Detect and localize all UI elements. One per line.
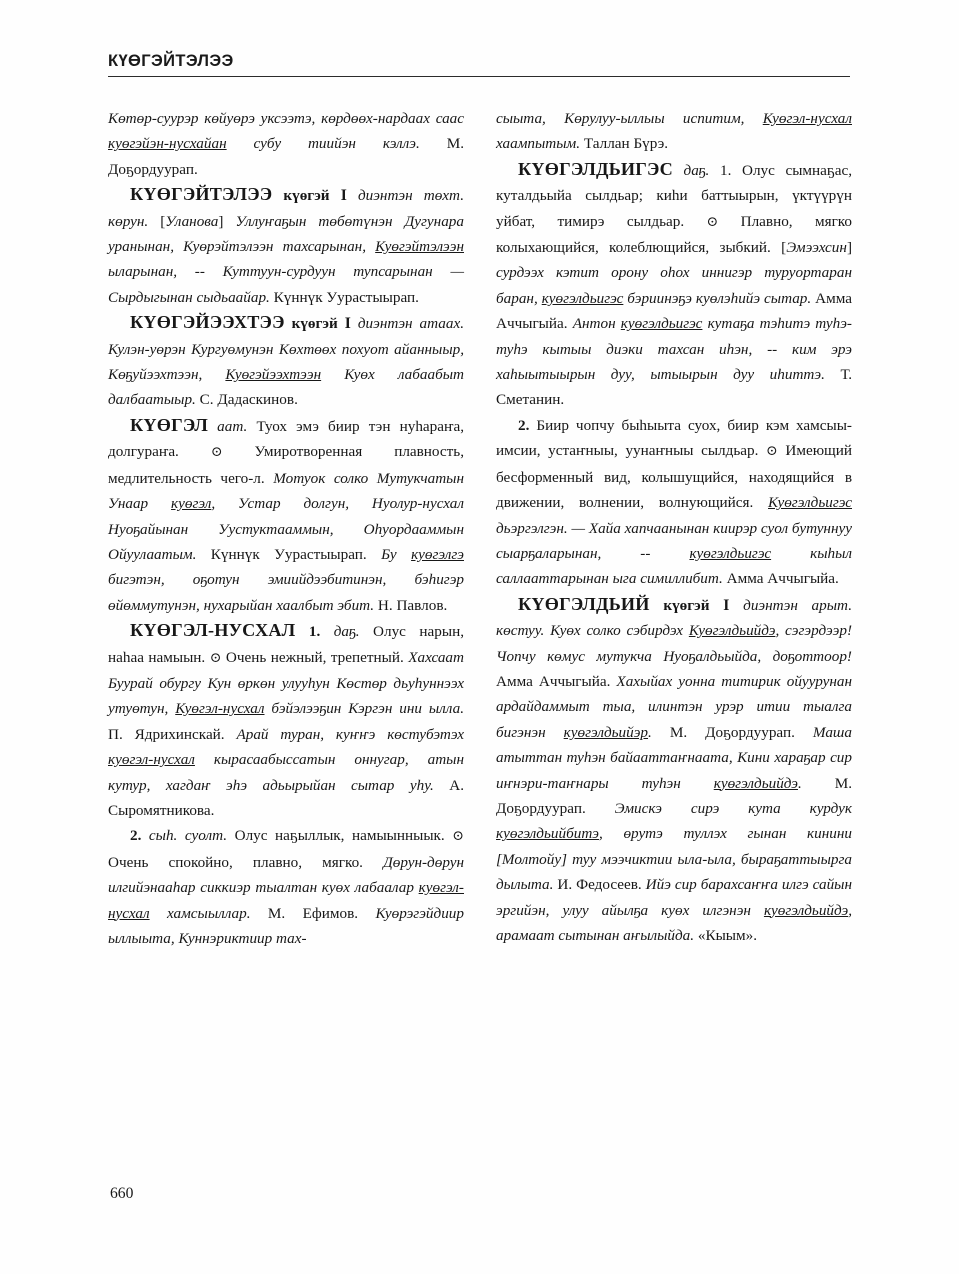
text-run: даҕ. <box>683 161 710 179</box>
sense-marker-icon: ⊙ <box>706 214 719 230</box>
text-run: субу тиийэн кэллэ. <box>226 135 447 153</box>
text-run: даҕ. <box>320 623 360 641</box>
page-number: 660 <box>110 1185 134 1202</box>
text-run: күөгэй <box>283 187 330 205</box>
cited-form: куөгэлдьийэр <box>563 723 649 741</box>
dictionary-entry <box>108 310 464 413</box>
text-run: ] туу мээчиктии ыла-ыла, быраҕаттыырга дылыта. <box>496 850 852 894</box>
text-run: бэйэлээҕин Кэргэн ини ылла. <box>264 700 465 718</box>
text-run: Туох эмэ биир тэн нуһараҥа, долгураҥа. <box>108 417 465 461</box>
sense-number: 2. <box>130 827 142 845</box>
text-run: хаампытым. <box>496 135 584 153</box>
text-run: Хахсаат Буурай обургу Кун өркөн улууһун Көстөр дьуһуннээх утуөтун, <box>108 648 464 718</box>
dictionary-entry <box>496 157 852 413</box>
text-run: [ <box>781 239 787 257</box>
sense-number: 1. <box>308 623 321 641</box>
text-run: Эмээхсин <box>786 239 847 257</box>
text-run: Уллуҥаҕын төбөтүнэн Дугунара уранынан, Куөрэйтэлээн тахсарынан, <box>108 212 464 256</box>
sense-number: 2. <box>518 416 530 434</box>
text-run: М. Ефимов. <box>267 904 376 922</box>
entry-sense <box>496 413 852 592</box>
sense-marker-icon: ⊙ <box>766 444 778 460</box>
text-run: «Кыым». <box>697 927 758 944</box>
header-rule <box>108 76 850 77</box>
text-run: Биир чопчу быһыыта суох, биир кэм хамсыы-имсии, устаҥныы, уунаҥныы сылдьар. <box>496 416 852 460</box>
text-run: бэриинэҕэ куөлэһийэ сытар. <box>623 289 816 307</box>
text-run: аат. <box>217 417 248 435</box>
text-run: кыһыл саллааттарынан ыга симиллибит. <box>496 544 852 588</box>
text-run: М. Доҕордуурап. <box>496 774 853 817</box>
entry-headword: КҮӨГЭЙТЭЛЭЭ <box>130 184 273 205</box>
dictionary-entry <box>108 182 464 310</box>
text-run: Дөрун-дөрун илгийэнааһар сиккиэр тыалтан куөх лабаалар <box>108 853 464 897</box>
text-run: Умиротворенная плавность, медлительность чего-л. <box>108 443 465 487</box>
entry-headword: КҮӨГЭЛДЬИЙ <box>518 593 650 614</box>
text-run: Молтойу <box>501 850 562 868</box>
text-run: С. Дадаскинов. <box>199 391 298 409</box>
text-run: Антон <box>572 315 621 333</box>
text-run: , Устар долгун, Нуолур-нусхал Нуоҕайынан Уустуктааммын, Оһуордааммын Ойуулаатым. <box>108 495 465 563</box>
text-run: Куөрэгэйдиир ыллыыта, Куннэриктиир тах- <box>108 904 464 947</box>
text-run: Арай туран, куҥҥэ көстубэтэх <box>236 725 464 743</box>
text-run: Н. Павлов. <box>377 596 448 614</box>
text-run: Күннүк Уурастыырап. <box>210 545 382 563</box>
cited-form: куөгэл-нусхал <box>108 879 464 922</box>
text-run: Плавно, мягко колыхающийся, колеблющийся, зыбкий. <box>496 212 852 257</box>
text-run: Олус наҕыллык, намыынныык. <box>227 827 453 845</box>
text-run: , өрутэ туллэх гынан кинини [ <box>496 825 852 868</box>
cited-form: Куөгэл-нусхал <box>175 700 265 718</box>
entry-headword: КҮӨГЭЛДЬИГЭС <box>518 158 673 179</box>
text-run: дьэргэлгэн. — Хайа хапчаанынан киирэр суол бутуннуу сыарҕаларынан, -- <box>496 519 852 562</box>
entry-headword: КҮӨГЭЛ-НУСХАЛ <box>130 620 296 641</box>
text-run: , сэгэрдээр! Чопчу көмус мутукча Нуоҕалдьыйда, доҕоттоор! <box>496 622 853 665</box>
text-run: I <box>709 596 744 614</box>
text-run: күөгэй <box>291 315 338 333</box>
text-run: диэнтэн атаах. Кулэн-уөрэн Куpгуөмунэн Көхтөөх похуот айанныыр, Көҕуйээхтээн, <box>108 315 464 384</box>
entry-headword: КҮӨГЭЛ <box>130 414 208 435</box>
cited-form: Куөгэйээхтээн <box>225 366 322 384</box>
text-run: I <box>337 315 358 333</box>
text-run: П. Ядрихинскай. <box>108 725 237 743</box>
sense-marker-icon: ⊙ <box>210 445 223 461</box>
text-run: Көтөр-суурэр көйуөрэ уксээтэ, көрдөөх-нардаах саас <box>108 110 464 127</box>
text-run: Маша атыттан туһэн байааттаҥнаата, Кини хараҕар сир иҥнэри-таҥнары туһэн <box>496 723 852 792</box>
cited-form: куөгэлдьигэс <box>541 289 624 307</box>
text-run: И. Федосеев. <box>557 876 646 894</box>
text-run: бигэтэн, оҕотун эмиийдээбитинэн, бэһигэр өйөммутунэн, нухарыйан хаалбыт эбит. <box>108 571 464 614</box>
cited-form: куөгэйэн-нусхайан <box>108 135 227 153</box>
cited-form: куөгэлдьийбитэ <box>496 825 599 843</box>
text-run: диэнтэн төхт. көрун. <box>108 187 464 230</box>
cited-form: куөгэлгэ <box>411 545 464 563</box>
text-run: ыларынан, -- Куттуун-сурдуун тупсарынан — Сырдыгынан сыдьаайар. <box>108 263 464 306</box>
cited-form: куөгэлдьийдэ <box>713 774 798 792</box>
text-run: Бу <box>381 545 412 563</box>
text-run: сыыта, Көрулуу-ыллыы испитим, <box>496 110 763 127</box>
text-run: Куөх лабаабыт далбаатыыр. <box>108 366 464 409</box>
entry-sense <box>108 823 464 951</box>
entry-headword: КҮӨГЭЙЭЭХТЭЭ <box>130 312 285 333</box>
paragraph-continuation <box>496 106 852 157</box>
text-run: Олус нарын, наһаа намыын. <box>108 623 464 666</box>
paragraph-continuation <box>108 106 464 182</box>
text-run: күөгэй <box>663 596 710 614</box>
cited-form: куөгэлдьийдэ <box>763 901 849 919</box>
text-run: 1. Олус сымнаҕас, куталдьыйа сылдьар; киһи баттыырын, үктүүрүн уйбат, тимирэ сылдьар. <box>496 161 852 230</box>
cited-form: Куөгэлдьийдэ <box>688 622 776 640</box>
page-header <box>108 52 850 77</box>
text-run: кутаҕа тэһитэ туһэ-туһэ кытыы диэки тахсан иһэн, -- ким эрэ хаһыытыырын дуу, ытыырын дуу иһиттэ. <box>496 315 852 384</box>
right-column <box>496 106 852 1166</box>
text-run: Уланова <box>165 212 219 230</box>
text-run: сыһ. суолт. <box>141 827 228 845</box>
cited-form: Куөгэйтэлээн <box>375 238 464 256</box>
text-run: [ <box>148 212 166 230</box>
sense-marker-icon: ⊙ <box>209 650 222 666</box>
text-run: Күннүк Уурастыырап. <box>273 288 419 306</box>
text-run: кырасаабыссатын оннугар, атын кутур, хагдаҥ эһэ адьырыйан сытар уһу. <box>108 751 464 794</box>
text-run: ] <box>846 239 852 257</box>
text-run: . <box>797 774 835 792</box>
cited-form: Куөгэлдьигэс <box>768 494 852 512</box>
left-column <box>108 106 464 1166</box>
cited-form: Куөгэл-нусхал <box>762 110 852 127</box>
text-run: Очень спокойно, плавно, мягко. <box>108 853 384 871</box>
text-run: I <box>329 187 358 205</box>
text-run: Хахыйах уонна титирик ойуурунан ардайдаммыт тыа, илинтэн урэр итии тыалга бигэнэн <box>496 672 852 741</box>
text-run: Имеющий бесформенный вид, колышущийся, находящийся в движении, волнении, волнующийся. <box>496 442 852 512</box>
running-head: КҮӨГЭЙТЭЛЭЭ <box>108 52 234 70</box>
cited-form: куөгэл <box>171 495 212 513</box>
text-run: . <box>648 723 670 741</box>
text-run: Амма Аччыгыйа. <box>496 289 852 333</box>
cited-form: куөгэлдьигэс <box>620 315 703 333</box>
text-run: Амма Аччыгыйа. <box>726 570 839 588</box>
sense-marker-icon: ⊙ <box>452 829 464 845</box>
text-run: Т. Сметанин. <box>496 366 852 409</box>
cited-form: куөгэлдьигэс <box>689 544 772 562</box>
dictionary-entry <box>108 618 464 823</box>
text-run: Мотуок солко Мутукчатын Унаар <box>108 469 464 513</box>
text-run: Очень нежный, трепетный. <box>221 648 409 666</box>
text-run: М. Доҕордуурап. <box>669 723 813 741</box>
text-run: Ийэ сир барахсаҥҥа илгэ сайын эргийэн, улуу айылҕа куөх илгэнэн <box>496 876 853 919</box>
text-run: Амма Аччыгыйа. <box>496 672 617 690</box>
text-run: А. Сыромятникова. <box>108 776 464 819</box>
dictionary-entry <box>496 592 852 949</box>
cited-form: куөгэл-нусхал <box>108 751 195 769</box>
text-run: Эмискэ сирэ кута курдук <box>614 799 852 817</box>
text-run: сурдээх кэтит орону оһох иннигэр туруортаран баран, <box>496 264 852 307</box>
text-run: Таллан Бүрэ. <box>583 135 669 153</box>
text-run: М. Доҕордуурап. <box>108 135 464 178</box>
text-run: хамсыыллар. <box>149 904 268 922</box>
text-columns <box>108 106 852 1166</box>
dictionary-entry <box>108 413 464 618</box>
text-run: ] <box>218 212 236 230</box>
text-run: диэнтэн арыт. көстуу. Куөх солко сэбирдэх <box>496 596 852 640</box>
text-run: , арамаат сытынан аҥылыйда. <box>496 901 852 944</box>
